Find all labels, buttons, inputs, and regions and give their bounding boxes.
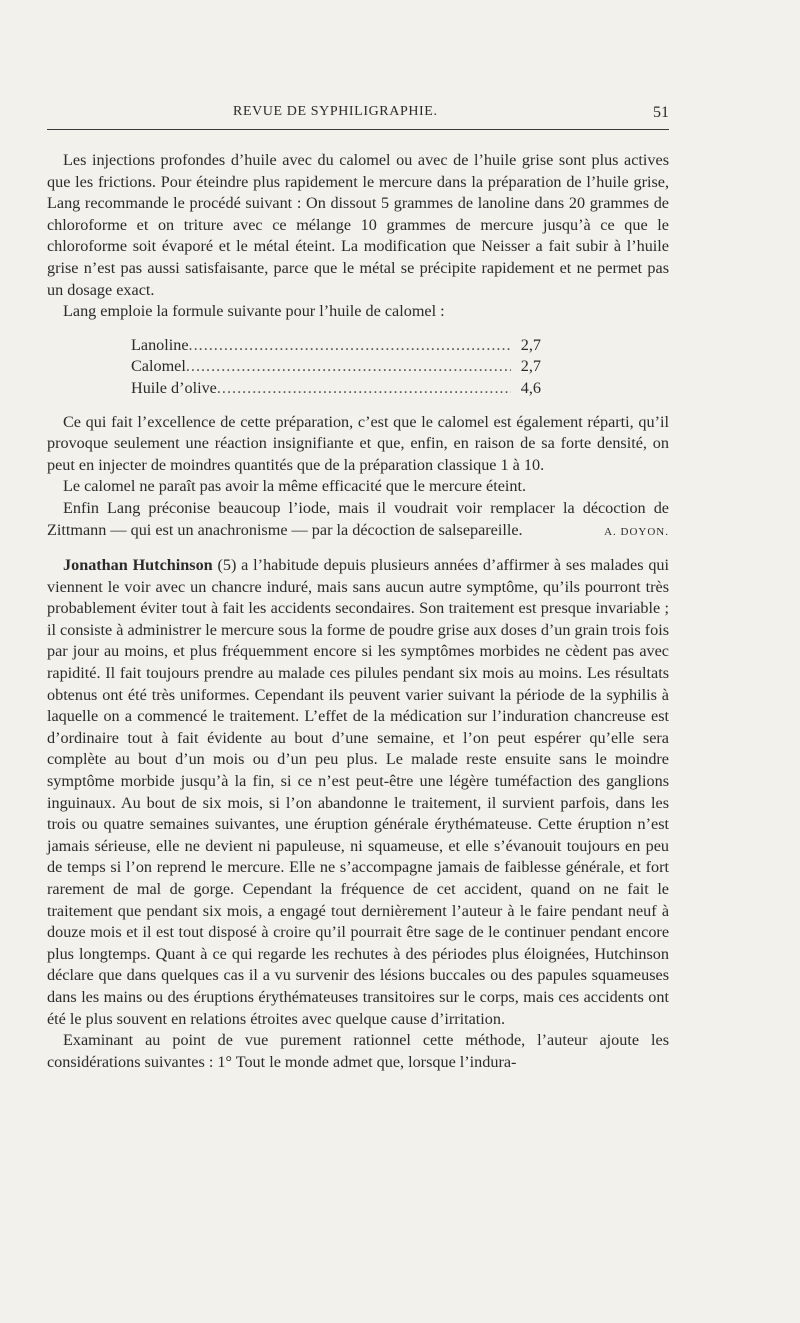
- author-signature: A. DOYON.: [604, 525, 669, 538]
- leader-dots: [217, 378, 511, 400]
- formula-ingredient: Lanoline: [131, 335, 189, 354]
- paragraph-examinant: Examinant au point de vue purement rationnel cette méthode, l’auteur ajoute les considérations suivantes : 1° Tout le monde admet que, lorsque l’indura-: [47, 1031, 669, 1071]
- paragraph-excellence: Ce qui fait l’excellence de cette préparation, c’est que le calomel est également réparti, qu’il provoque seulement une réaction insignifiante et que, enfin, en raison de sa forte densité, on peut en injecter de moindres quantités que de la préparation classique 1 à 10.: [47, 412, 669, 474]
- paragraph-iode: [47, 498, 669, 541]
- formula-row: [131, 378, 541, 400]
- article-body: [47, 150, 669, 1073]
- page-number: 51: [653, 104, 669, 121]
- paragraph-hutchinson: [47, 555, 669, 1030]
- running-title: REVUE DE SYPHILIGRAPHIE.: [233, 104, 438, 119]
- paragraph-calomel: Le calomel ne paraît pas avoir la même efficacité que le mercure éteint.: [63, 477, 527, 496]
- formula-row: [131, 356, 541, 378]
- formula-quantity: 2,7: [520, 357, 541, 376]
- paragraph-hutchinson-text: (5) a l’habitude depuis plusieurs années d’affirmer à ses malades qui viennent le voir avec un chancre induré, mais sans aucun autre symptôme, qu’ils pourront très probablement éviter tout à fait les accidents secondaires. Son traitement est presque invariable ; il consiste à administrer le mercure sous la forme de poudre grise aux doses d’un grain trois fois par jour au moins, et plus fréquemment encore si les symptômes morbides ne cèdent pas avec rapidité. Il fait toujours prendre au malade ces pilules pendant six mois au moins. Les résultats obtenus ont été très uniformes. Cependant ils peuvent varier suivant la période de la syphilis à laquelle on a commencé le traitement. L’effet de la médication sur l’induration chancreuse est d’ordinaire tout à fait évidente au bout d’une semaine, et l’on peut espérer qu’elle sera complète au bout d’un mois ou d’un peu plus. Le malade reste ensuite sans le moindre symptôme morbide jusqu’à la fin, si ce n’est peut-être une légère tuméfaction des ganglions inguinaux. Au bout de six mois, si l’on abandonne le traitement, il survient parfois, dans les trois ou quatre semaines suivantes, une éruption générale érythémateuse. Cette éruption n’est jamais sérieuse, elle ne devient ni papuleuse, ni squameuse, et elle s’évanouit toujours en peu de temps si l’on reprend le mercure. Elle ne s’accompagne jamais de faiblesse générale, et fort rarement de mal de gorge. Cependant la fréquence de cet accident, quand on ne fait le traitement que pendant six mois, a engagé tout dernièrement l’auteur à le faire pendant neuf à douze mois et il est tout disposé à croire qu’il pourrait être sage de le continuer pendant encore plus longtemps. Quant à ce qui regarde les rechutes à des périodes plus éloignées, Hutchinson déclare que dans quelques cas il a vu survenir des lésions buccales ou des papules squameuses dans les mains ou des éruptions érythémateuses transitoires sur le corps, mais ces accidents ont été le plus souvent en relations étroites avec quelque cause d’irritation.: [47, 556, 670, 1028]
- paragraph-formula-intro: Lang emploie la formule suivante pour l’huile de calomel :: [63, 302, 445, 321]
- formula-ingredient: Calomel: [131, 357, 186, 376]
- leader-dots: [189, 335, 511, 357]
- formula-quantity: 4,6: [520, 378, 541, 397]
- paragraph-iode-text: Enfin Lang préconise beaucoup l’iode, mais il voudrait voir remplacer la décoction de Zittmann — qui est un anachronisme — par la décoction de salsepareille.: [47, 498, 669, 539]
- author-name: Jonathan Hutchinson: [63, 556, 213, 575]
- formula-list: [131, 335, 541, 400]
- paragraph-injections: Les injections profondes d’huile avec du calomel ou avec de l’huile grise sont plus actives que les frictions. Pour éteindre plus rapidement le mercure dans la préparation de l’huile grise, Lang recommande le procédé suivant : On dissout 5 grammes de lanoline dans 20 grammes de chloroforme et on triture avec ce mélange 10 grammes de mercure jusqu’à ce que le chloroforme soit évaporé et le métal éteint. La modification que Neisser a fait subir à l’huile grise n’est pas aussi satisfaisante, parce que le métal se précipite rapidement et ne permet pas un dosage exact.: [47, 151, 669, 299]
- formula-ingredient: Huile d’olive: [131, 378, 217, 397]
- leader-dots: [186, 356, 511, 378]
- formula-row: [131, 335, 541, 357]
- formula-quantity: 2,7: [520, 335, 541, 354]
- header-rule: [47, 129, 669, 130]
